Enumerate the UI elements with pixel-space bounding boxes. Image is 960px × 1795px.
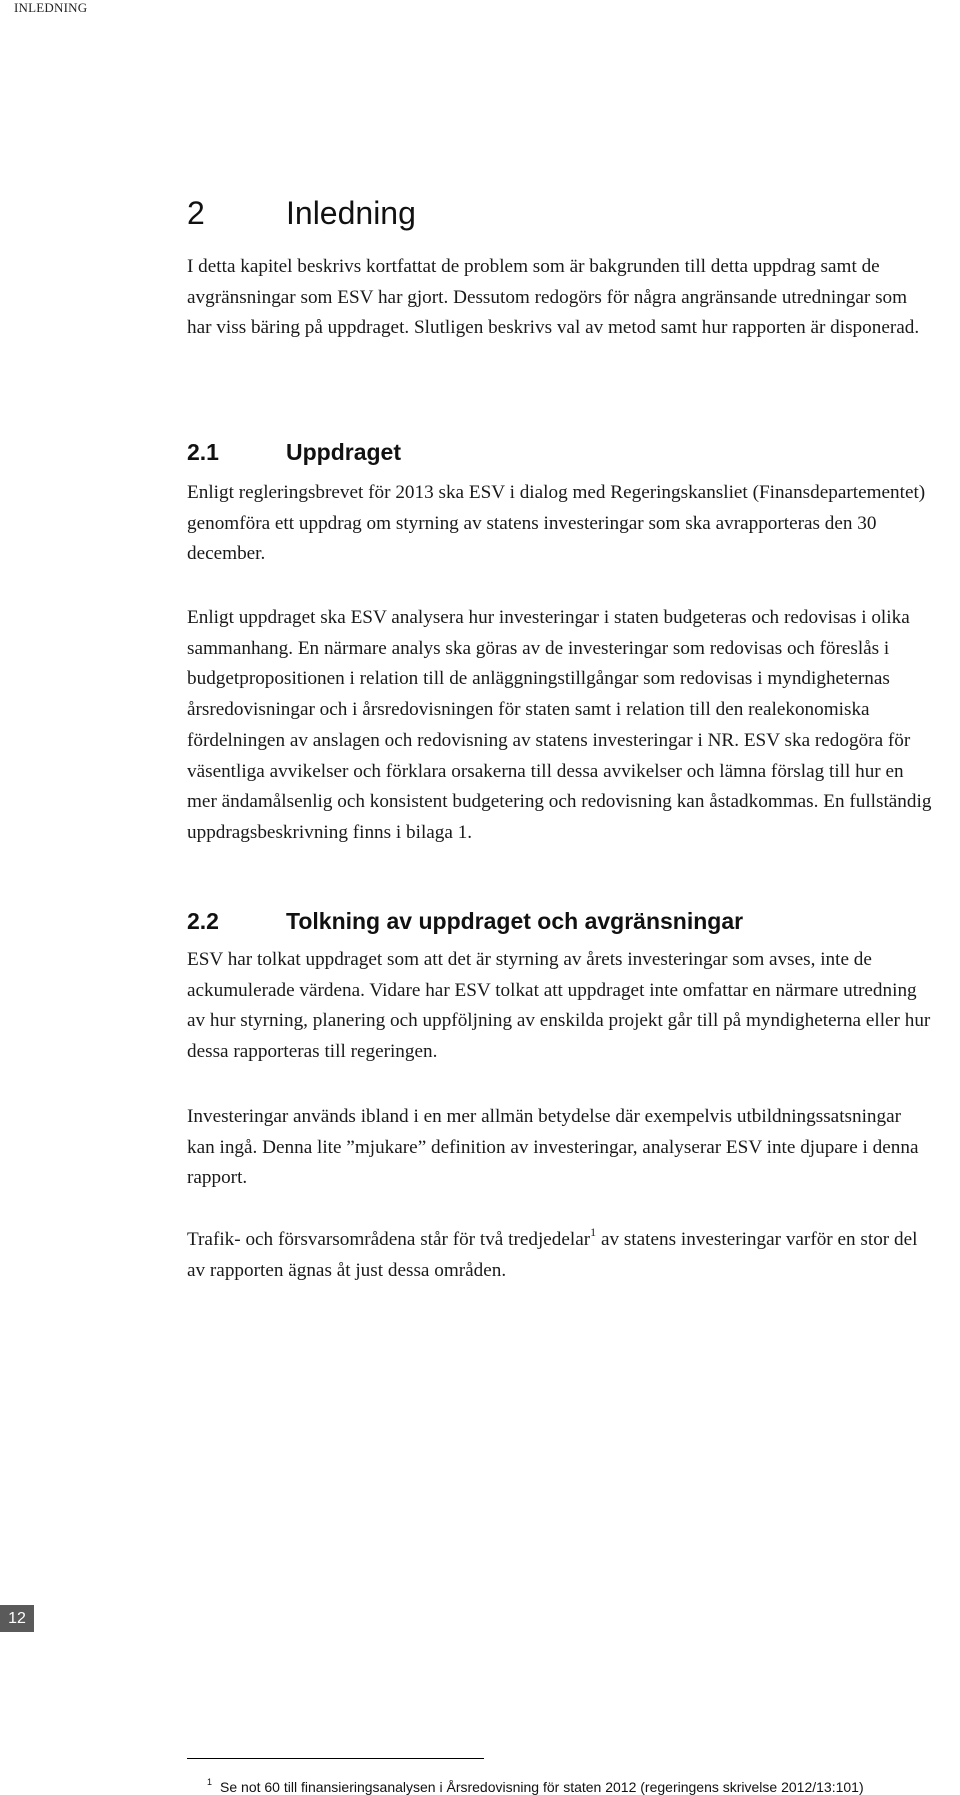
section-number: 2.2 xyxy=(187,908,219,934)
section-2-1-paragraph-1: Enligt regleringsbrevet för 2013 ska ESV i dialog med Regeringskansliet (Finansdepartementet) genomföra ett uppdrag om styrning av statens investeringar som ska avrapporteras den 30 december. xyxy=(187,482,926,565)
section-2-2-paragraph-1: ESV har tolkat uppdraget som att det är styrning av årets investeringar som avses, inte de ackumulerade värdena. Vidare har ESV tolkat att uppdraget inte omfattar en närmare utredning av hur styrning, planering och uppföljning av enskilda projekt går till på myndigheterna eller hur dessa rapporteras till regeringen. xyxy=(187,949,931,1063)
chapter-heading xyxy=(187,195,416,232)
footnote-reference[interactable]: 1 xyxy=(590,1225,597,1239)
page-number: 12 xyxy=(0,1605,34,1632)
footnote-separator xyxy=(187,1758,484,1759)
section-2-2-paragraph-3 xyxy=(187,1225,932,1286)
section-number: 2.1 xyxy=(187,439,219,465)
chapter-title: Inledning xyxy=(286,195,416,231)
section-2-1-paragraph-2: Enligt uppdraget ska ESV analysera hur investeringar i staten budgeteras och redovisas i olika sammanhang. En närmare analys ska göras av de investeringar som redovisas och föreslås i budgetpropositionen i relation till de anläggningstillgångar som redovisas i myndigheternas årsredovisningar och i årsredovisningen för staten samt i relation till den realekonomiska fördelningen av anslagen och redovisning av statens investeringar i NR. ESV ska redogöra för väsentliga avvikelser och förklara orsakerna till dessa avvikelser och lämna förslag till hur en mer ändamålsenlig och konsistent budgetering och redovisning kan åstadkommas. En fullständig uppdragsbeskrivning finns i bilaga 1. xyxy=(187,607,932,843)
paragraph-text: av statens investeringar varför en stor del av rapporten ägnas åt just dessa områden. xyxy=(187,1229,918,1281)
footnote xyxy=(207,1777,947,1795)
paragraph-text: Trafik- och försvarsområdena står för två tredjedelar xyxy=(187,1229,591,1250)
section-2-2-paragraph-2: Investeringar används ibland i en mer allmän betydelse där exempelvis utbildningssatsningar kan ingå. Denna lite ”mjukare” definition av investeringar, analyserar ESV inte djupare i denna rapport. xyxy=(187,1106,919,1189)
section-heading-2-1 xyxy=(187,439,401,466)
running-header: INLEDNING xyxy=(14,0,88,15)
section-title: Uppdraget xyxy=(286,439,401,465)
footnote-text: Se not 60 till finansieringsanalysen i Årsredovisning för staten 2012 (regeringens skrivelse 2012/13:101) xyxy=(220,1779,864,1795)
footnote-marker: 1 xyxy=(207,1777,213,1787)
intro-paragraph: I detta kapitel beskrivs kortfattat de problem som är bakgrunden till detta uppdrag samt de avgränsningar som ESV har gjort. Dessutom redogörs för några angränsande utredningar som har viss bäring på uppdraget. Slutligen beskrivs val av metod samt hur rapporten är disponerad. xyxy=(187,256,920,339)
section-title: Tolkning av uppdraget och avgränsningar xyxy=(286,908,744,934)
chapter-number: 2 xyxy=(187,195,205,231)
section-heading-2-2 xyxy=(187,908,743,935)
